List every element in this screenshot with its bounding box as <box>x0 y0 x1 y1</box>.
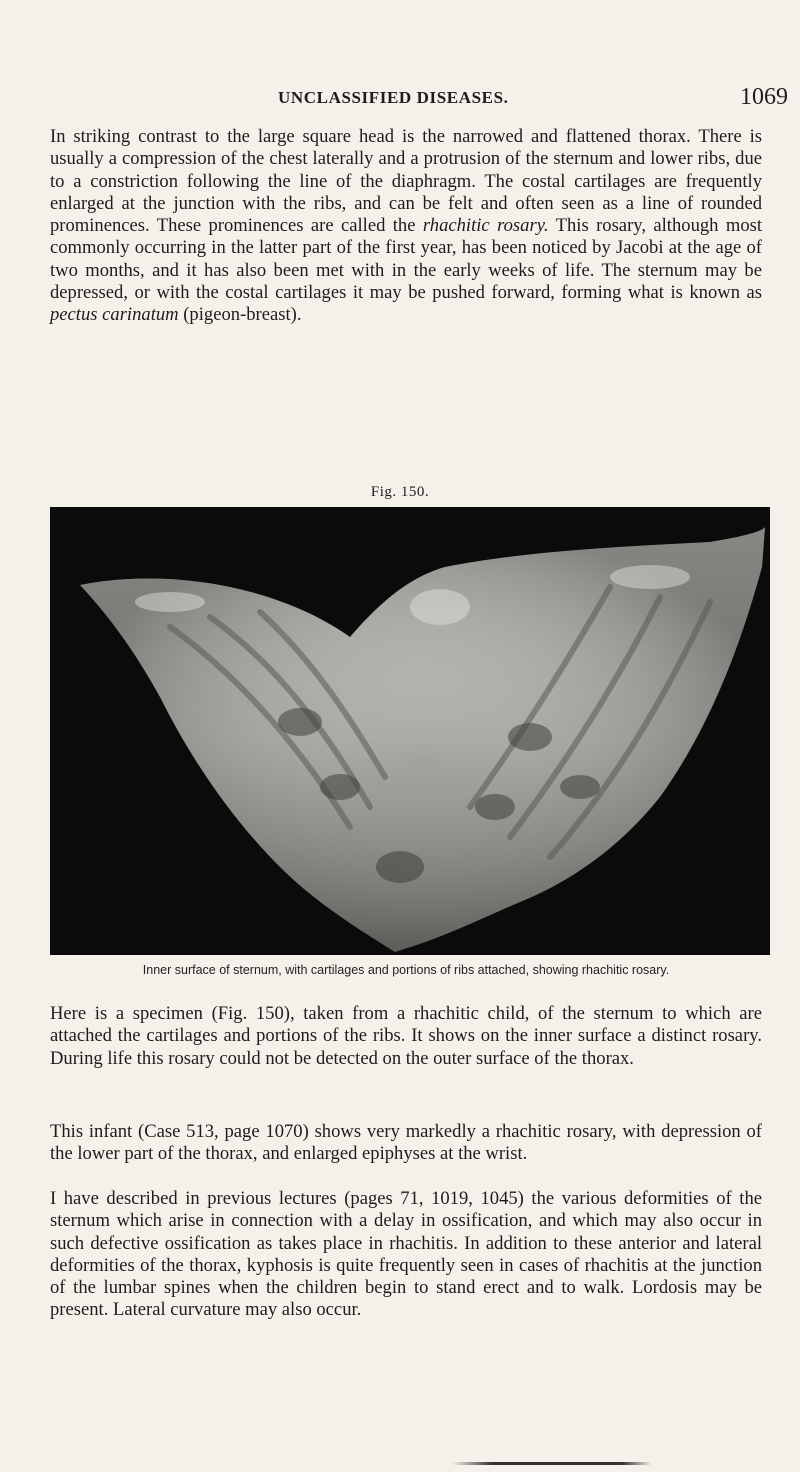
paragraph-thorax <box>50 126 762 327</box>
paragraph-text: In striking contrast to the large square head is the narrowed and flattened thorax. There is usually a compression of the chest laterally and a protrusion of the sternum and lower ribs, due to a constriction following the line of the diaphragm. The costal cartilages are frequently enlarged at the junction with the ribs, and can be felt and often seen as a line of rounded prominences. These prominences are called the <box>50 126 762 237</box>
sternum-specimen-illustration <box>50 507 770 955</box>
term-pectus-carinatum: pectus carinatum <box>50 304 179 326</box>
page-bottom-rule <box>452 1462 652 1465</box>
running-header <box>50 84 796 116</box>
paragraph-deformities: I have described in previous lectures (pages 71, 1019, 1045) the various deformities of the sternum which arise in connection with a delay in ossification, and which may also occur in such defective ossification as takes place in rhachitis. In addition to these anterior and lateral deformities of the thorax, kyphosis is quite frequently seen in cases of rhachitis at the junction of the lumbar spines when the children begin to stand erect and to walk. Lordosis may be present. Lateral curvature may also occur. <box>50 1188 762 1321</box>
paragraph-text: (pigeon-breast). <box>178 304 302 326</box>
paragraph-infant-case: This infant (Case 513, page 1070) shows very markedly a rhachitic rosary, with depression of the lower part of the thorax, and enlarged epiphyses at the wrist. <box>50 1121 762 1165</box>
figure-caption: Inner surface of sternum, with cartilages and portions of ribs attached, showing rhachitic rosary. <box>142 963 670 977</box>
term-rhachitic-rosary: rhachitic rosary. <box>422 215 549 237</box>
page-number: 1069 <box>740 84 788 110</box>
specimen-photograph <box>50 507 770 955</box>
paragraph-text: This rosary, although most commonly occurring in the latter part of the first year, has been noticed by Jacobi at the age of two months, and it has also been met with in the early weeks of life. The sternum may be depressed, or with the costal cartilages it may be pushed forward, forming what is known as <box>50 215 763 304</box>
figure-label: Fig. 150. <box>370 484 430 500</box>
paragraph-specimen: Here is a specimen (Fig. 150), taken from a rhachitic child, of the sternum to which are attached the cartilages and portions of the ribs. It shows on the inner surface a distinct rosary. During life this rosary could not be detected on the outer surface of the thorax. <box>50 1003 762 1069</box>
running-header-title: UNCLASSIFIED DISEASES. <box>278 88 509 107</box>
